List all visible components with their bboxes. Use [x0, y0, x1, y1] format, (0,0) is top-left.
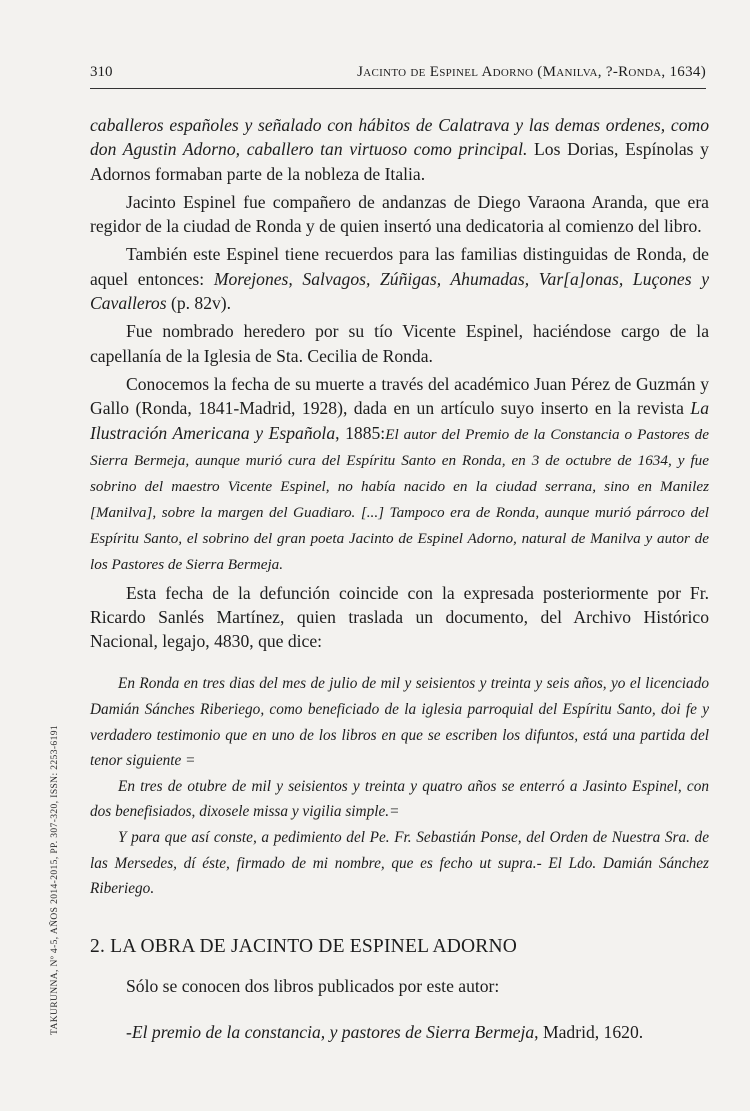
paragraph-2: Jacinto Espinel fue compañero de andanzas de Diego Varaona Aranda, que era regidor de la ciudad de Ronda y de quien insertó una dedicatoria al comienzo del libro. [90, 191, 709, 237]
paragraph-5-a: Conocemos la fecha de su muerte a través del académico Juan Pérez de Guzmán y Gallo (Ronda, 1841-Madrid, 1928), dada en un artículo suyo inserto en la revista [90, 373, 709, 419]
paragraph-1 [90, 113, 709, 186]
paragraph-3-b: (p. 82v). [166, 293, 232, 314]
paragraph-4: Fue nombrado heredero por su tío Vicente Espinel, haciéndose cargo de la capellanía de la Iglesia de Sta. Cecilia de Ronda. [90, 321, 709, 366]
quote-paragraph-1: En Ronda en tres dias del mes de julio de mil y seisientos y treinta y seis años, yo el licenciado Damián Sánches Riberiego, como beneficiado de la iglesia parroquial del Espíritu Santo, doi fe y verdadero testimonio que en uno de los libros en que se escriben los difuntos, está una partida del tenor siguiente = [90, 675, 709, 770]
inline-quote: El autor del Premio de la Constancia o Pastores de Sierra Bermeja, aunque murió cura del Espíritu Santo en Ronda, en 3 de octubre de 1634, y fue sobrino del maestro Vicente Espinel, no había nacido en la ciudad serrana, sino en Manilez [Manilva], sobre la margen del Guadiaro. [...] Tampoco era de Ronda, aunque murió párroco del Espíritu Santo, el sobrino del gran poeta Jacinto de Espinel Adorno, natural de Manilva y autor de los Pastores de Sierra Bermeja. [90, 425, 710, 573]
paragraph-3-a: También este Espinel tiene recuerdos para las familias distinguidas de Ronda, de aquel entonces: [90, 244, 709, 289]
paragraph-3 [90, 242, 709, 315]
work-details: , Madrid, 1620. [534, 1022, 644, 1043]
block-quote [90, 671, 709, 901]
quote-paragraph-3: Y para que así conste, a pedimiento del Pe. Fr. Sebastián Ponse, del Orden de Nuestra Sra. de las Mersedes, dí éste, firmado de mi nombre, que es fecho ut supra.- El Ldo. Damián Sánchez Riberiego. [90, 829, 709, 898]
section-intro: Sólo se conocen dos libros publicados por este autor: [126, 975, 500, 996]
work-prefix: - [126, 1022, 132, 1043]
paragraph-1-rest: Los Dorias, Espínolas y Adornos formaban parte de la nobleza de Italia. [90, 139, 709, 184]
paragraph-5-b: , 1885: [335, 422, 386, 443]
work-entry [90, 1020, 709, 1044]
paragraph-5 [90, 372, 709, 577]
work-title: El premio de la constancia, y pastores de Sierra Bermeja [131, 1022, 535, 1043]
running-title: Jacinto de Espinel Adorno (Manilva, ?-Ronda, 1634) [357, 64, 706, 80]
page-number: 310 [90, 64, 113, 80]
section-heading: 2. LA OBRA DE JACINTO DE ESPINEL ADORNO [90, 935, 518, 957]
paragraph-6: Esta fecha de la defunción coincide con la expresada posteriormente por Fr. Ricardo Sanlés Martínez, quien traslada un documento, del Archivo Histórico Nacional, legajo, 4830, que dice: [90, 582, 709, 652]
journal-side-note: TAKURUNNA, Nº 4-5, AÑOS 2014-2015, PP. 307-320, ISSN: 2253-6191 [50, 724, 60, 1035]
family-names: Morejones, Salvagos, Zúñigas, Ahumadas, Var[a]onas, Luçones y Cavalleros [90, 268, 710, 314]
quote-paragraph-2: En tres de otubre de mil y seisientos y treinta y quatro años se enterró a Jasinto Espinel, con dos benefisiados, dixosele missa y vigilia simple.= [90, 777, 709, 821]
journal-title: La Ilustración Americana y Española [90, 398, 709, 443]
body-text [90, 113, 709, 1044]
paragraph-1-italic: caballeros españoles y señalado con hábitos de Calatrava y las demas ordenes, como don Agustin Adorno, caballero tan virtuoso como principal. [90, 115, 709, 160]
page-header [90, 60, 706, 89]
